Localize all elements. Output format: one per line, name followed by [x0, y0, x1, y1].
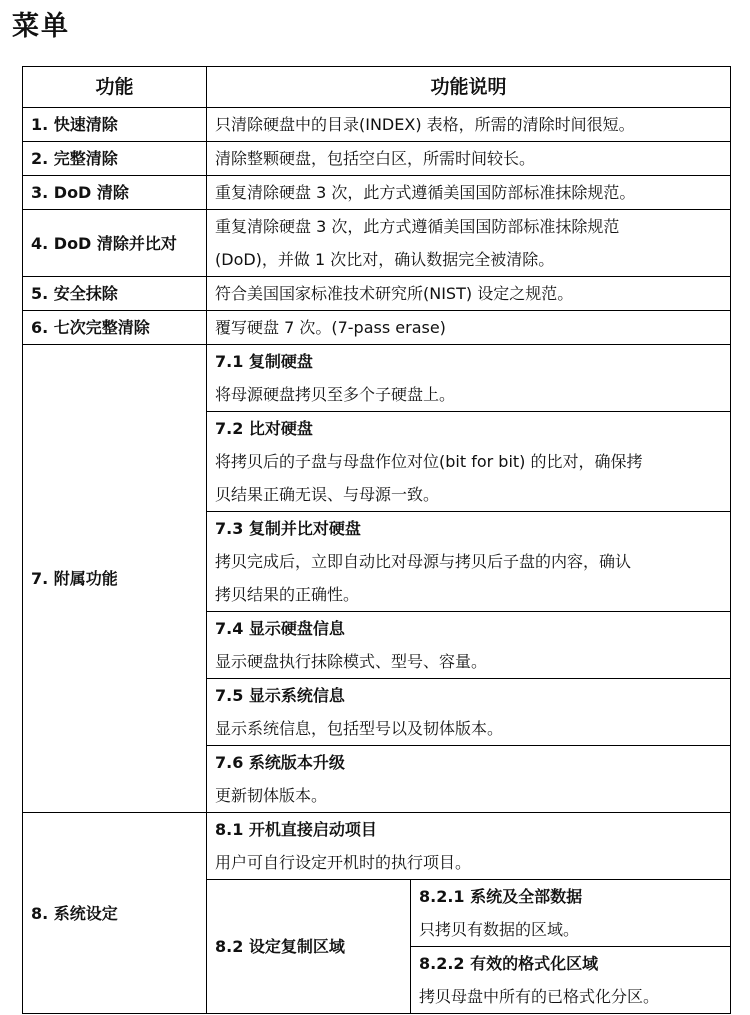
function-description: 覆写硬盘 7 次。(7-pass erase) — [207, 311, 731, 345]
sub-function-title: 7.6 系统版本升级 — [215, 753, 345, 772]
header-description: 功能说明 — [207, 67, 731, 108]
sub-function-desc: 拷贝结果的正确性。 — [215, 585, 360, 604]
description-line: (DoD)，并做 1 次比对，确认数据完全被清除。 — [215, 250, 555, 269]
function-name: 8. 系统设定 — [23, 813, 207, 1014]
sub-function-title: 7.2 比对硬盘 — [215, 419, 313, 438]
sub-function-cell — [207, 813, 731, 880]
sub-function-title: 7.4 显示硬盘信息 — [215, 619, 345, 638]
sub-function-cell — [207, 612, 731, 679]
sub-function-cell — [207, 512, 731, 612]
sub-function-title: 7.1 复制硬盘 — [215, 352, 313, 371]
sub-sub-function-cell — [411, 880, 731, 1014]
sub-sub-function-group — [411, 880, 730, 947]
sub-sub-function-group — [411, 947, 730, 1013]
sub-sub-function-desc: 只拷贝有数据的区域。 — [419, 920, 580, 939]
sub-function-title: 7.5 显示系统信息 — [215, 686, 345, 705]
table-row — [23, 108, 731, 142]
sub-function-desc: 拷贝完成后，立即自动比对母源与拷贝后子盘的内容，确认 — [215, 552, 632, 571]
menu-table — [22, 66, 731, 1014]
table-row — [23, 142, 731, 176]
sub-function-cell — [207, 345, 731, 412]
table-row — [23, 311, 731, 345]
function-description: 符合美国国家标准技术研究所(NIST) 设定之规范。 — [207, 277, 731, 311]
table-row — [23, 176, 731, 210]
sub-function-desc: 用户可自行设定开机时的执行项目。 — [215, 853, 472, 872]
table-header-row — [23, 67, 731, 108]
sub-function-desc: 更新韧体版本。 — [215, 786, 328, 805]
sub-function-title: 8.2 设定复制区域 — [207, 880, 411, 1014]
table-row — [23, 345, 731, 412]
function-description: 重复清除硬盘 3 次，此方式遵循美国国防部标准抹除规范。 — [207, 176, 731, 210]
sub-function-title: 8.1 开机直接启动项目 — [215, 820, 377, 839]
sub-function-cell — [207, 746, 731, 813]
page-title: 菜单 — [12, 11, 70, 42]
function-name: 2. 完整清除 — [23, 142, 207, 176]
sub-function-desc: 显示硬盘执行抹除模式、型号、容量。 — [215, 652, 488, 671]
description-line: 重复清除硬盘 3 次，此方式遵循美国国防部标准抹除规范 — [215, 217, 620, 236]
table-row — [23, 277, 731, 311]
function-name: 4. DoD 清除并比对 — [23, 210, 207, 277]
sub-function-cell — [207, 412, 731, 512]
sub-function-title: 7.3 复制并比对硬盘 — [215, 519, 361, 538]
sub-function-cell — [207, 679, 731, 746]
function-description: 清除整颗硬盘，包括空白区，所需时间较长。 — [207, 142, 731, 176]
table-row — [23, 813, 731, 880]
header-function: 功能 — [23, 67, 207, 108]
sub-function-desc: 贝结果正确无误、与母源一致。 — [215, 485, 440, 504]
sub-sub-function-title: 8.2.1 系统及全部数据 — [419, 887, 583, 906]
function-name: 5. 安全抹除 — [23, 277, 207, 311]
sub-function-desc: 显示系统信息，包括型号以及韧体版本。 — [215, 719, 504, 738]
sub-sub-function-title: 8.2.2 有效的格式化区域 — [419, 954, 599, 973]
function-name: 6. 七次完整清除 — [23, 311, 207, 345]
function-name: 3. DoD 清除 — [23, 176, 207, 210]
sub-sub-function-desc: 拷贝母盘中所有的已格式化分区。 — [419, 987, 660, 1006]
table-row — [23, 210, 731, 277]
function-description — [207, 210, 731, 277]
sub-function-desc: 将母源硬盘拷贝至多个子硬盘上。 — [215, 385, 456, 404]
function-name: 7. 附属功能 — [23, 345, 207, 813]
sub-function-desc: 将拷贝后的子盘与母盘作位对位(bit for bit) 的比对，确保拷 — [215, 452, 643, 471]
function-name: 1. 快速清除 — [23, 108, 207, 142]
function-description: 只清除硬盘中的目录(INDEX) 表格，所需的清除时间很短。 — [207, 108, 731, 142]
